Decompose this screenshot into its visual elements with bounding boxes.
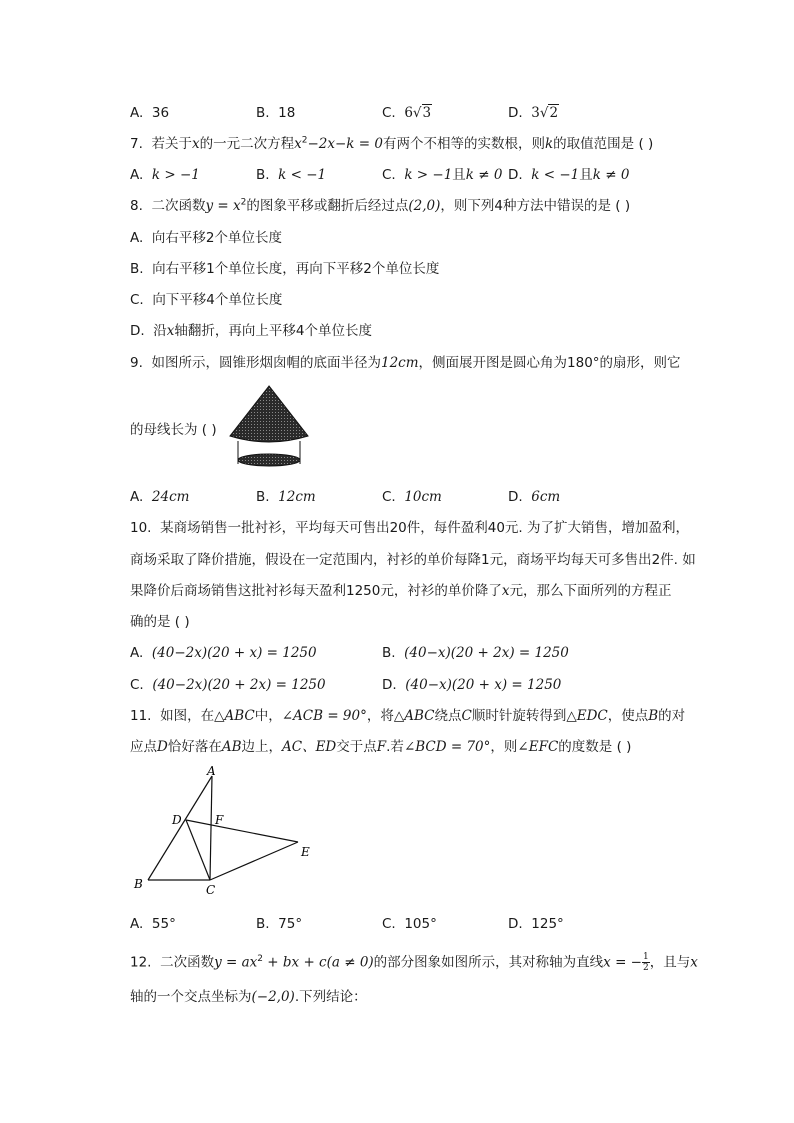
q8-option-c[interactable]: C. 向下平移4个单位长度 <box>130 292 283 308</box>
q9-option-a[interactable]: A. 24cm <box>130 489 190 505</box>
label-b: B <box>134 877 143 891</box>
segment-ac <box>210 776 212 880</box>
q9-stem: 9. 如图所示，圆锥形烟囱帽的底面半径为12cm，侧面展开图是圆心角为180°的扇形，则它 <box>130 355 681 371</box>
q10-option-c[interactable]: C. (40−2x)(20 + 2x) = 1250 <box>130 677 326 693</box>
q10-stem-line1: 10. 某商场销售一批衬衫，平均每天可售出20件，每件盈利40元. 为了扩大销售，增加盈利， <box>130 520 690 536</box>
q11-stem-line1: 11. 如图，在△ABC中，∠ACB = 90°，将△ABC绕点C顺时针旋转得到△EDC，使点B的对 <box>130 708 686 724</box>
triangle-rotation-figure <box>128 766 328 898</box>
label-e: E <box>301 845 310 859</box>
segment-de <box>186 820 298 842</box>
axis-fraction: $\frac{1}{2}$ <box>643 952 649 973</box>
q10-option-b[interactable]: B. (40−x)(20 + 2x) = 1250 <box>382 645 569 661</box>
q7-option-b[interactable]: B. k < −1 <box>256 167 327 183</box>
q9-stem-cont: 的母线长为 ( ) <box>130 422 217 438</box>
q7-stem: 7. 若关于x的一元二次方程$x^2-2x-k = 0$有两个不相等的实数根，则k的取值范围是 ( ) <box>130 135 654 152</box>
label-c: C <box>206 883 216 897</box>
q7-option-a[interactable]: A. k > −1 <box>130 167 200 183</box>
q12-stem-line2: 轴的一个交点坐标为(−2,0).下列结论： <box>130 989 367 1005</box>
cylinder-bottom <box>238 454 300 466</box>
q9-option-d[interactable]: D. 6cm <box>508 489 561 505</box>
q10-stem-line4: 确的是 ( ) <box>130 614 190 630</box>
q11-stem-line2: 应点D恰好落在AB边上，AC、ED交于点F.若∠BCD = 70°，则∠EFC的度数是 ( ) <box>130 739 632 755</box>
segment-ce <box>210 842 298 880</box>
q10-stem-line2: 商场采取了降价措施，假设在一定范围内，衬衫的单价每降1元，商场平均每天可多售出2件. 如 <box>130 552 696 568</box>
q8-option-b[interactable]: B. 向右平移1个单位长度，再向下平移2个单位长度 <box>130 261 440 277</box>
q10-option-a[interactable]: A. (40−2x)(20 + x) = 1250 <box>130 645 317 661</box>
q8-option-d[interactable]: D. 沿x轴翻折，再向上平移4个单位长度 <box>130 323 372 339</box>
q10-stem-line3: 果降价后商场销售这批衬衫每天盈利1250元，衬衫的单价降了x元，那么下面所列的方程正 <box>130 583 672 599</box>
label-d: D <box>172 813 182 827</box>
q7-option-c[interactable]: C. k > −1且k ≠ 0 <box>382 167 503 183</box>
segment-ba <box>148 776 212 880</box>
q9-option-b[interactable]: B. 12cm <box>256 489 316 505</box>
chimney-cap-figure <box>226 384 312 474</box>
q6-option-b[interactable]: B. 18 <box>256 105 296 121</box>
q6-option-c[interactable]: C. 6√3 <box>382 105 432 121</box>
segment-dc <box>186 820 210 880</box>
q9-option-c[interactable]: C. 10cm <box>382 489 442 505</box>
q6-option-d[interactable]: D. 3√2 <box>508 105 559 121</box>
q12-stem-line1: 12. 二次函数$y = ax^2$ + bx + c(a ≠ 0)的部分图象如图所示，其对称轴为直线x = − $\frac{1}{2}$ ，且与x <box>130 952 698 973</box>
label-f: F <box>215 813 224 827</box>
q11-option-d[interactable]: D. 125° <box>508 916 564 932</box>
q11-option-a[interactable]: A. 55° <box>130 916 176 932</box>
q11-option-b[interactable]: B. 75° <box>256 916 303 932</box>
q7-option-d[interactable]: D. k < −1且k ≠ 0 <box>508 167 630 183</box>
cone-shape <box>230 386 308 442</box>
q6-option-a[interactable]: A. 36 <box>130 105 170 121</box>
q8-option-a[interactable]: A. 向右平移2个单位长度 <box>130 230 282 246</box>
q11-option-c[interactable]: C. 105° <box>382 916 437 932</box>
q10-option-d[interactable]: D. (40−x)(20 + x) = 1250 <box>382 677 562 693</box>
q8-stem: 8. 二次函数$y = x^2$的图象平移或翻折后经过点(2,0)，则下列4种方法中错误的是 ( ) <box>130 197 631 214</box>
label-a: A <box>207 766 216 778</box>
